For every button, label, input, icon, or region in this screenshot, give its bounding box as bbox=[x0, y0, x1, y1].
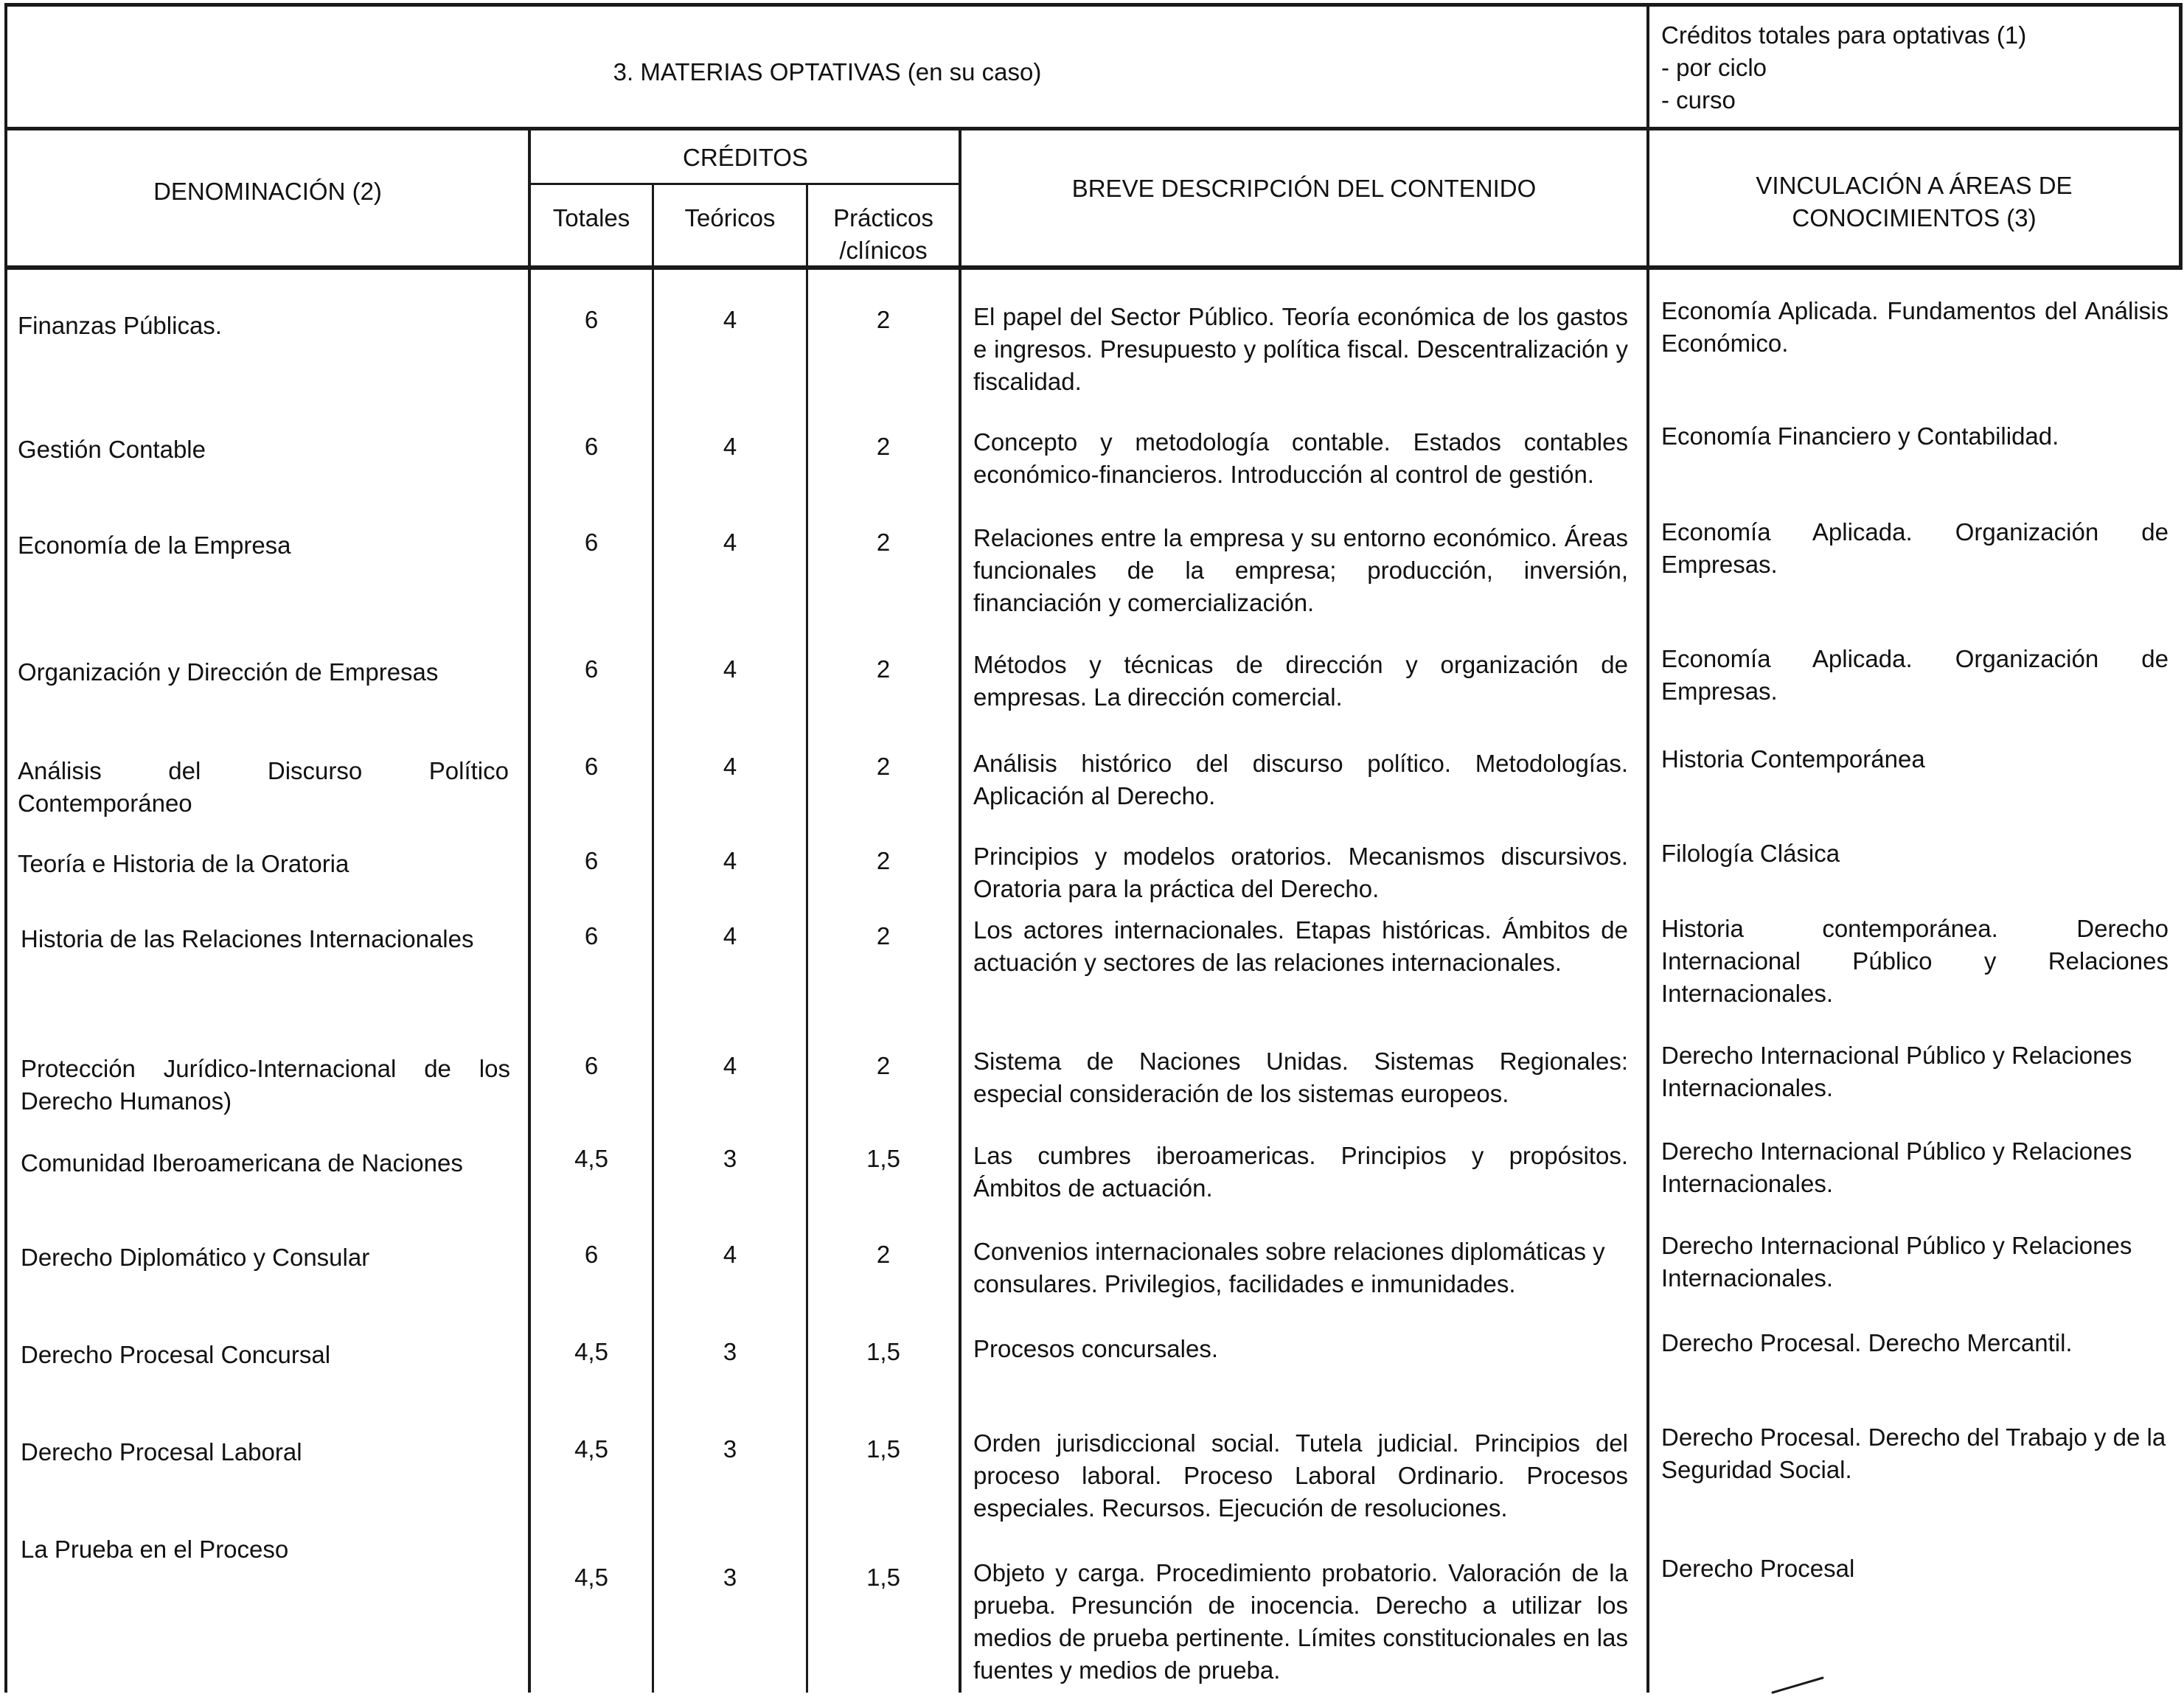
row-practicos: 2 bbox=[876, 655, 891, 683]
row-practicos: 2 bbox=[876, 433, 891, 460]
col-divider-5 bbox=[1646, 3, 1649, 1693]
row-practicos: 2 bbox=[876, 306, 891, 333]
row-name: Teoría e Historia de la Oratoria bbox=[18, 850, 349, 877]
row-teoricos: 4 bbox=[723, 1241, 737, 1268]
row-descripcion: Métodos y técnicas de dirección y organización de empresas. La dirección comercial. bbox=[973, 651, 1628, 711]
row-totales: 4,5 bbox=[574, 1338, 608, 1365]
row-name: Protección Jurídico-Internacional de los Derecho Humanos) bbox=[21, 1055, 510, 1115]
col-header-vinculacion: VINCULACIÓN A ÁREAS DE bbox=[1756, 172, 2073, 199]
row-teoricos: 4 bbox=[723, 655, 737, 683]
row-descripcion: Principios y modelos oratorios. Mecanismos discursivos. Oratoria para la práctica del Derecho. bbox=[973, 843, 1628, 902]
row-descripcion: Sistema de Naciones Unidas. Sistemas Regionales: especial consideración de los sistemas europeos. bbox=[973, 1048, 1628, 1107]
row-teoricos: 4 bbox=[723, 847, 737, 874]
col-header-totales: Totales bbox=[552, 204, 630, 231]
col-header-denominacion: DENOMINACIÓN (2) bbox=[153, 178, 382, 205]
row-practicos: 2 bbox=[876, 1052, 891, 1079]
row-name: Derecho Diplomático y Consular bbox=[21, 1244, 370, 1271]
row-totales: 6 bbox=[584, 306, 599, 333]
row-areas: Economía Aplicada. Organización de Empresas. bbox=[1661, 645, 2169, 705]
row-areas: Derecho Procesal. Derecho Mercantil. bbox=[1661, 1329, 2073, 1356]
row-totales: 6 bbox=[584, 529, 599, 556]
row-practicos: 1,5 bbox=[866, 1564, 900, 1591]
row-totales: 4,5 bbox=[574, 1435, 608, 1463]
row-name: Organización y Dirección de Empresas bbox=[18, 658, 439, 686]
row-areas: Derecho Procesal. Derecho del Trabajo y de la Seguridad Social. bbox=[1661, 1424, 2166, 1483]
row-teoricos: 4 bbox=[723, 306, 737, 333]
row-teoricos: 4 bbox=[723, 753, 737, 780]
row-practicos: 1,5 bbox=[866, 1435, 900, 1463]
row-name: Finanzas Públicas. bbox=[18, 312, 222, 339]
row-areas: Derecho Internacional Público y Relaciones Internacionales. bbox=[1661, 1232, 2132, 1292]
credits-total-label: Créditos totales para optativas (1) bbox=[1661, 21, 2027, 49]
col-header-creditos: CRÉDITOS bbox=[683, 144, 808, 171]
row-practicos: 2 bbox=[876, 1241, 891, 1268]
column-header-divider bbox=[4, 265, 2183, 270]
row-areas: Economía Financiero y Contabilidad. bbox=[1661, 422, 2059, 450]
row-practicos: 2 bbox=[876, 922, 891, 949]
row-totales: 6 bbox=[584, 1052, 599, 1079]
col-header-teoricos: Teóricos bbox=[684, 204, 776, 231]
row-teoricos: 4 bbox=[723, 529, 737, 556]
row-teoricos: 3 bbox=[723, 1435, 737, 1463]
row-areas: Derecho Internacional Público y Relaciones Internacionales. bbox=[1661, 1042, 2132, 1101]
row-descripcion: El papel del Sector Público. Teoría económica de los gastos e ingresos. Presupuesto y política fiscal. Descentralización y fiscalidad. bbox=[973, 303, 1628, 395]
row-teoricos: 3 bbox=[723, 1145, 737, 1172]
row-areas: Historia Contemporánea bbox=[1661, 745, 1925, 773]
row-descripcion: Las cumbres iberoamericas. Principios y propósitos. Ámbitos de actuación. bbox=[973, 1142, 1628, 1202]
row-areas: Historia contemporánea. Derecho Internacional Público y Relaciones Internacionales. bbox=[1661, 915, 2169, 1007]
credits-per-cycle-label: - por ciclo bbox=[1661, 54, 1767, 81]
table-border-top bbox=[4, 3, 2183, 7]
row-areas: Derecho Procesal bbox=[1661, 1555, 1855, 1582]
row-practicos: 2 bbox=[876, 847, 891, 874]
col-divider-4 bbox=[959, 127, 961, 1693]
row-totales: 6 bbox=[584, 655, 599, 683]
col-header-descripcion: BREVE DESCRIPCIÓN DEL CONTENIDO bbox=[1071, 175, 1537, 202]
row-totales: 6 bbox=[584, 922, 599, 949]
row-name: La Prueba en el Proceso bbox=[21, 1536, 289, 1563]
row-areas: Economía Aplicada. Organización de Empresas. bbox=[1661, 518, 2169, 578]
row-teoricos: 3 bbox=[723, 1564, 737, 1591]
row-name: Derecho Procesal Laboral bbox=[21, 1438, 302, 1466]
col-header-practicos: Prácticos bbox=[833, 204, 933, 231]
col-header-conocimientos: CONOCIMIENTOS (3) bbox=[1792, 204, 2037, 231]
row-name: Derecho Procesal Concursal bbox=[21, 1341, 331, 1368]
row-practicos: 1,5 bbox=[866, 1145, 900, 1172]
row-descripcion: Análisis histórico del discurso político. Metodologías. Aplicación al Derecho. bbox=[973, 750, 1628, 809]
table-border-right bbox=[2179, 3, 2183, 267]
row-areas: Derecho Internacional Público y Relaciones Internacionales. bbox=[1661, 1137, 2132, 1197]
row-totales: 6 bbox=[584, 847, 599, 874]
row-areas: Economía Aplicada. Fundamentos del Análisis Económico. bbox=[1661, 297, 2169, 357]
header-divider bbox=[4, 127, 2183, 130]
row-name: Historia de las Relaciones Internacionales bbox=[21, 925, 474, 952]
row-teoricos: 4 bbox=[723, 1052, 737, 1079]
row-practicos: 2 bbox=[876, 529, 891, 556]
row-name: Gestión Contable bbox=[18, 436, 206, 463]
row-descripcion: Objeto y carga. Procedimiento probatorio. Valoración de la prueba. Presunción de inocencia. Derecho a utilizar los medios de prueba pertinente. Límites constitucionales en las fuentes y medios de prueba. bbox=[973, 1559, 1628, 1684]
row-descripcion: Los actores internacionales. Etapas históricas. Ámbitos de actuación y sectores de las relaciones internacionales. bbox=[973, 916, 1628, 976]
row-teoricos: 3 bbox=[723, 1338, 737, 1365]
credits-per-course-label: - curso bbox=[1661, 86, 1736, 114]
row-practicos: 2 bbox=[876, 753, 891, 780]
row-totales: 6 bbox=[584, 1241, 599, 1268]
row-practicos: 1,5 bbox=[866, 1338, 900, 1365]
row-totales: 4,5 bbox=[574, 1145, 608, 1172]
col-header-clinicos: /clínicos bbox=[839, 237, 928, 264]
row-name: Comunidad Iberoamericana de Naciones bbox=[21, 1149, 463, 1177]
row-teoricos: 4 bbox=[723, 433, 737, 460]
pen-mark bbox=[1770, 1673, 1829, 1697]
row-descripcion: Convenios internacionales sobre relaciones diplomáticas y consulares. Privilegios, facilidades e inmunidades. bbox=[973, 1238, 1605, 1297]
row-totales: 6 bbox=[584, 753, 599, 780]
row-descripcion: Relaciones entre la empresa y su entorno económico. Áreas funcionales de la empresa; producción, inversión, financiación y comercialización. bbox=[973, 524, 1628, 616]
row-teoricos: 4 bbox=[723, 922, 737, 949]
table-border-left bbox=[4, 3, 7, 1693]
row-areas: Filología Clásica bbox=[1661, 840, 1840, 867]
section-title: 3. MATERIAS OPTATIVAS (en su caso) bbox=[613, 58, 1042, 86]
row-name: Economía de la Empresa bbox=[18, 532, 291, 559]
row-totales: 6 bbox=[584, 433, 599, 460]
row-descripcion: Concepto y metodología contable. Estados contables económico-financieros. Introducción al control de gestión. bbox=[973, 428, 1628, 488]
creditos-subdivider bbox=[528, 183, 960, 185]
row-descripcion: Procesos concursales. bbox=[973, 1335, 1218, 1362]
row-totales: 4,5 bbox=[574, 1564, 608, 1591]
row-name: Análisis del Discurso Político Contemporáneo bbox=[18, 757, 509, 817]
row-descripcion: Orden jurisdiccional social. Tutela judicial. Principios del proceso laboral. Proceso Laboral Ordinario. Procesos especiales. Recursos. Ejecución de resoluciones. bbox=[973, 1429, 1628, 1522]
